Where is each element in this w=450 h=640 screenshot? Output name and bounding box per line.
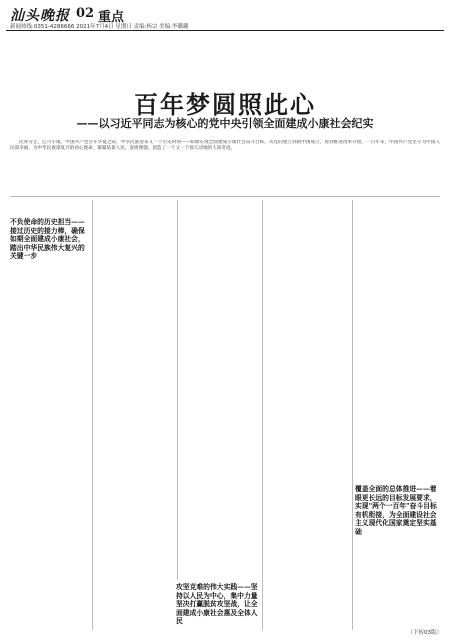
column-rule (352, 200, 353, 630)
masthead-rule (6, 30, 444, 31)
continued-note: （下转03版） (407, 630, 442, 636)
body-column-2 (95, 200, 175, 580)
subheadline: ——以习近平同志为核心的党中央引领全面建成小康社会纪实 (76, 117, 374, 130)
intro-paragraph (10, 140, 440, 190)
column-rule (92, 200, 93, 630)
section-title-3: 覆盖全面的总体推进——着眼更长远的目标发展要求，实现"两个一百年"奋斗目标有机衔接，为全面建设社会主义现代化国家奠定坚实基础 (355, 485, 437, 536)
page-number: 02 (76, 6, 95, 21)
column-rule (262, 200, 263, 630)
section-name: 重点 (98, 10, 125, 25)
intro-text: 民亦劳止，汔可小康。中国共产党百年华诞之际，中华民族迎来又一个历史时刻——如期实现全面建成小康社会奋斗目标。从党的建立到新中国成立，再到推进改革开放，一百年来，中国共产党坚守为中国人民谋幸福、为中华民族谋复兴的初心使命，紧紧依靠人民，发愤图强，创造了一个又一个惊天动地的人间奇迹。 (10, 140, 440, 152)
section-title-1: 不负使命的历史担当——接过历史的接力棒，确保如期全面建成小康社会，踏出中华民族伟大复兴的关键一步 (10, 218, 85, 261)
column-rule (177, 200, 178, 580)
headline: 百年梦圆照此心 (134, 90, 316, 119)
section-title-2: 攻坚克难的伟大实践——坚持以人民为中心，集中力量坚决打赢脱贫攻坚战，让全面建成小康社会惠及全体人民 (176, 583, 258, 626)
newspaper-logo: 汕头晚报 (10, 8, 70, 24)
body-column-5 (356, 200, 440, 480)
masthead-info: 新闻热线:0351-4286666 2021年7月4日 星期日 责编:杨宗 美编:李璐璐 (10, 24, 189, 30)
body-column-3 (180, 200, 260, 580)
body-column-4 (265, 200, 350, 640)
section-divider (10, 196, 440, 197)
masthead (6, 3, 444, 29)
body-column-1 (10, 268, 90, 640)
